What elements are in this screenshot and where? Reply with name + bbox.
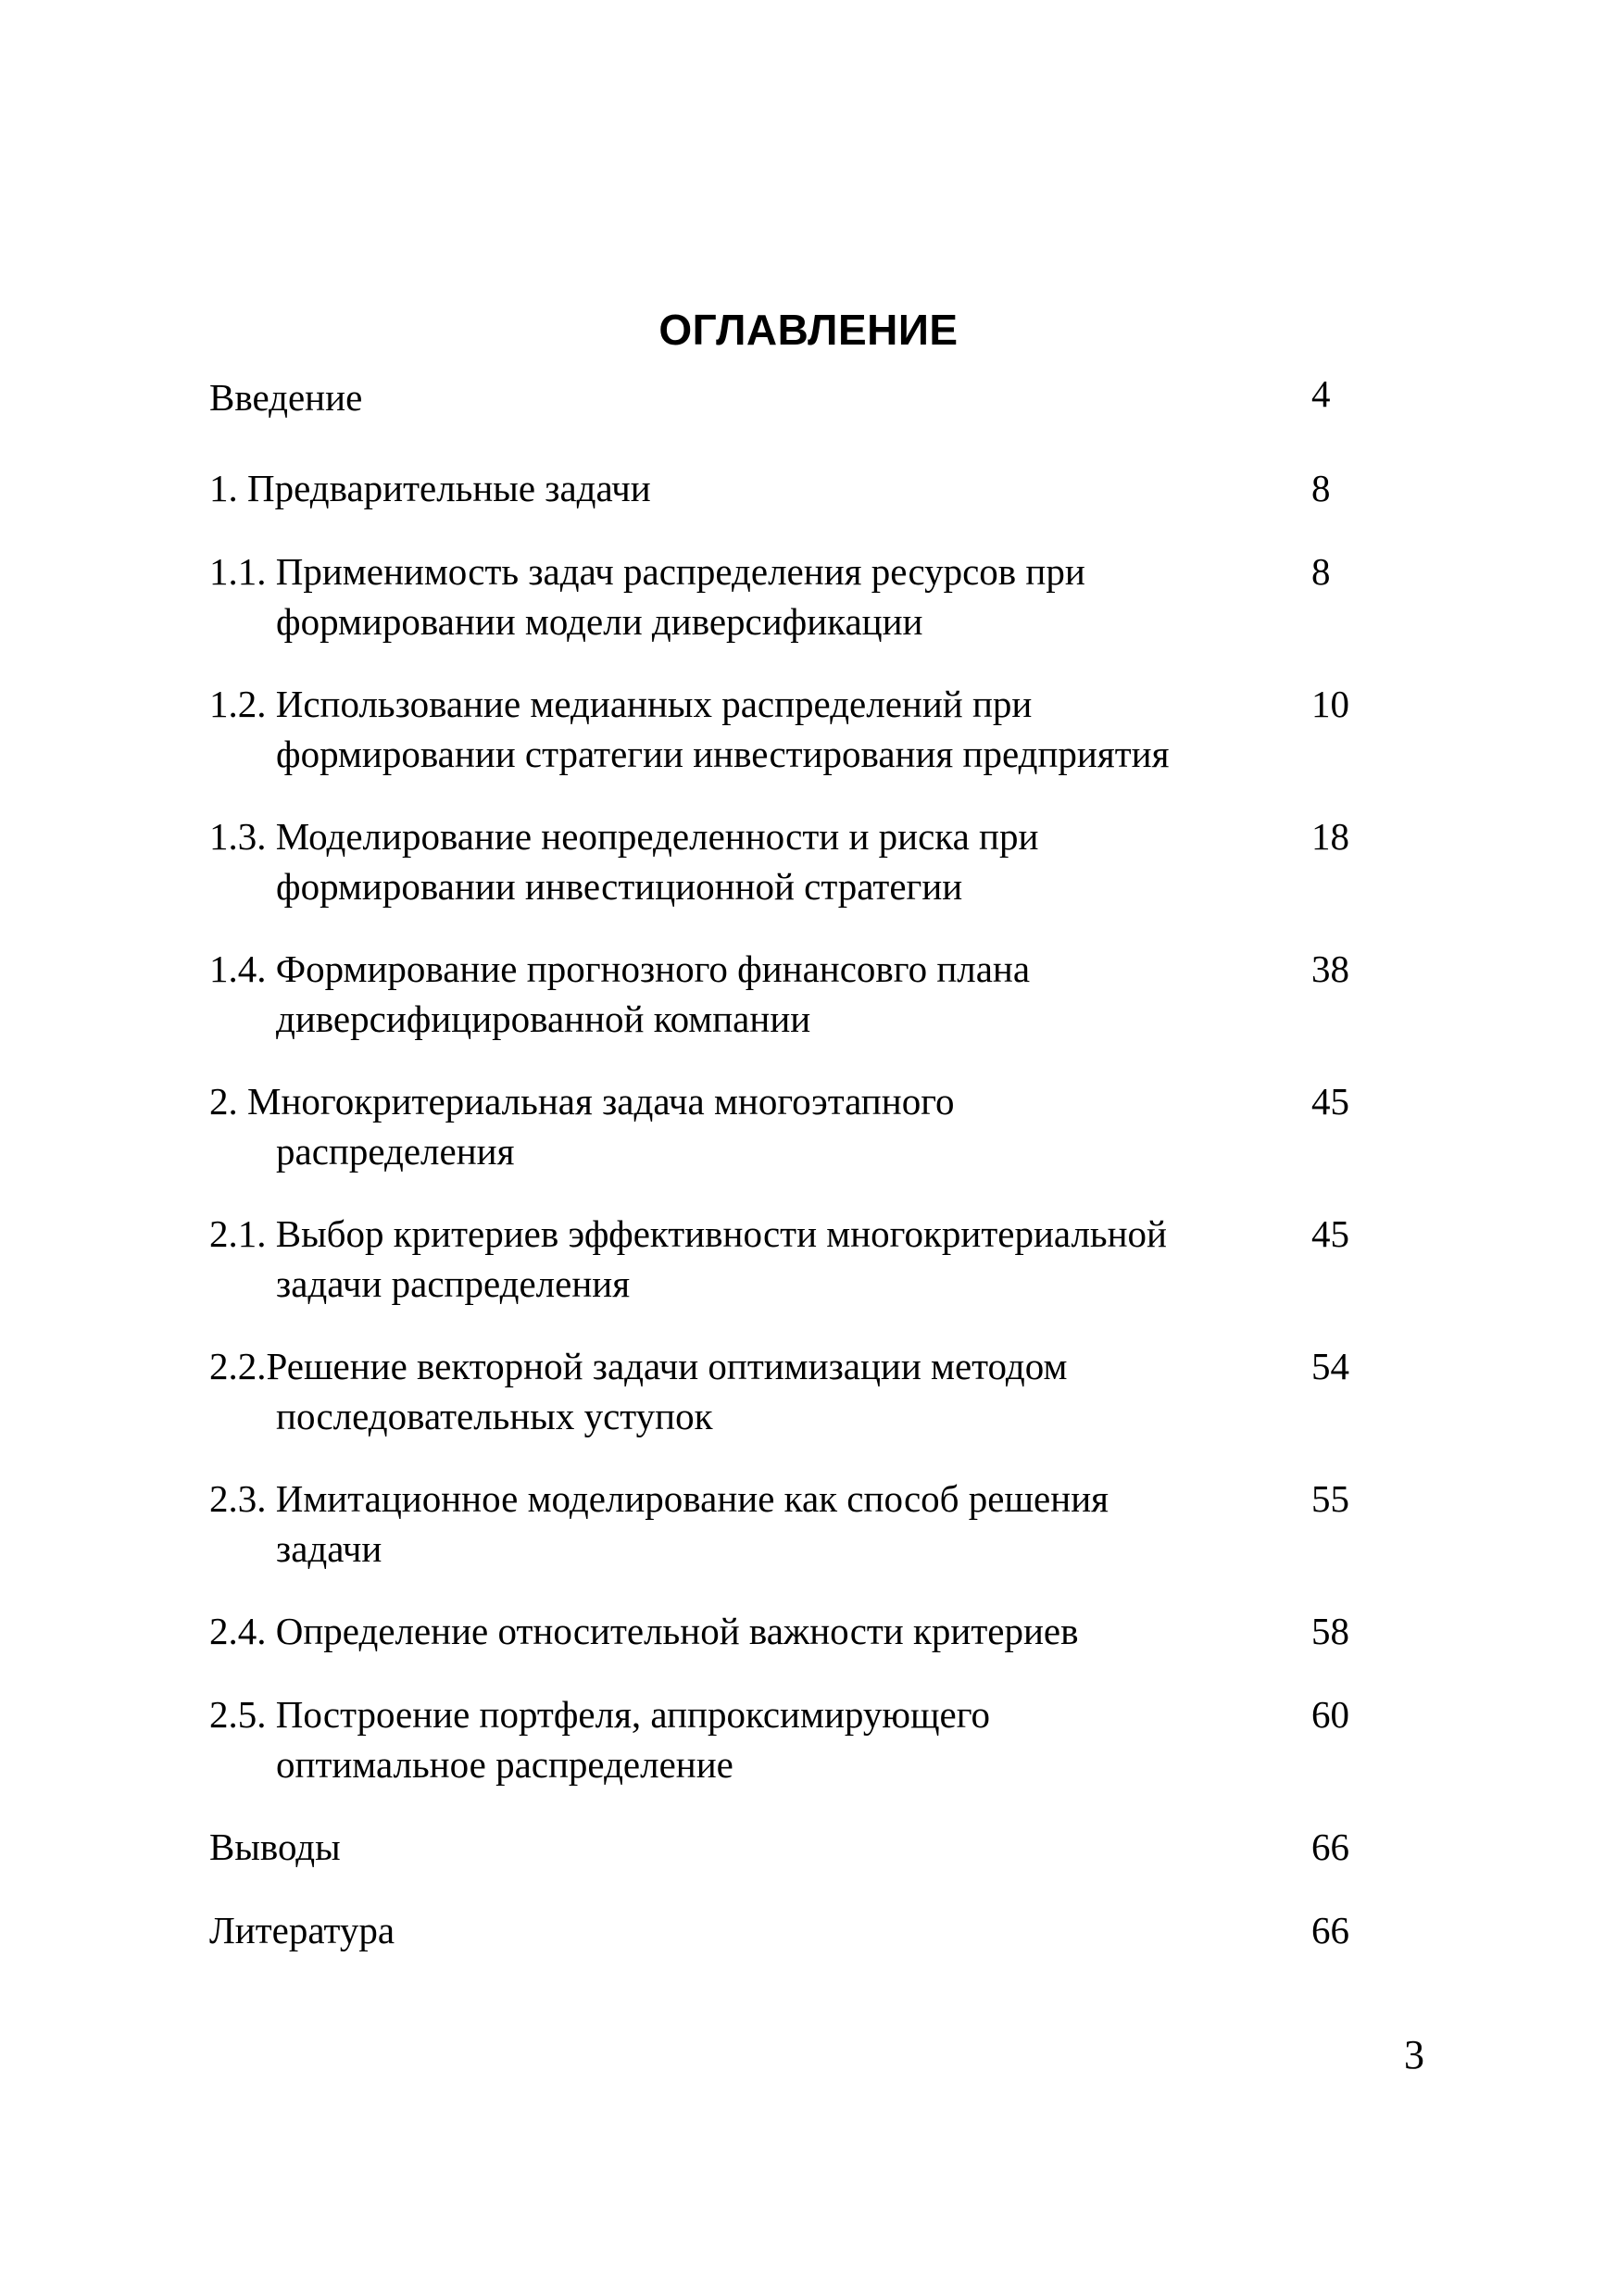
toc-entry-page: 10: [1311, 683, 1349, 725]
toc-entry-title-continued: диверсифицированной компании: [276, 997, 811, 1040]
toc-entry-page: 8: [1311, 550, 1331, 593]
toc-entry-page: 4: [1311, 372, 1331, 415]
toc-entry-title: 1.4. Формирование прогнозного финансовго плана: [209, 947, 1031, 990]
toc-entry-page: 54: [1311, 1345, 1349, 1387]
toc-entry-title-continued: формировании модели диверсификации: [276, 600, 923, 643]
toc-entry-title-continued: последовательных уступок: [276, 1395, 713, 1437]
toc-entry-title: Выводы: [209, 1826, 341, 1868]
toc-entry-title-continued: задачи распределения: [276, 1262, 631, 1305]
toc-entry-title: 2.5. Построение портфеля, аппроксимирующего: [209, 1693, 991, 1736]
toc-entry-page: 66: [1311, 1826, 1349, 1868]
toc-entry-title: 2.2.Решение векторной задачи оптимизации методом: [209, 1345, 1068, 1387]
toc-entry-title: 1.2. Использование медианных распределений при: [209, 683, 1033, 725]
toc-entry-title: 2.1. Выбор критериев эффективности многокритериальной: [209, 1212, 1167, 1255]
toc-entry-title-continued: формировании стратегии инвестирования предприятия: [276, 733, 1170, 775]
toc-entry-title: 2.3. Имитационное моделирование как способ решения: [209, 1477, 1109, 1520]
toc-entry-title: 1.3. Моделирование неопределенности и риска при: [209, 815, 1039, 858]
page-title: ОГЛАВЛЕНИЕ: [658, 306, 959, 354]
toc-entry-page: 58: [1311, 1610, 1349, 1652]
toc-entry-title: 2.4. Определение относительной важности критериев: [209, 1610, 1079, 1652]
toc-entry-title: 1.1. Применимость задач распределения ресурсов при: [209, 550, 1085, 593]
toc-entry-page: 45: [1311, 1080, 1349, 1123]
toc-entry-page: 45: [1311, 1212, 1349, 1255]
toc-entry-title-continued: формировании инвестиционной стратегии: [276, 865, 963, 908]
toc-entry-title: Литература: [209, 1909, 395, 1951]
page-number: 3: [1404, 2032, 1424, 2077]
toc-entry-title: Введение: [209, 376, 363, 419]
toc-entry-title: 2. Многокритериальная задача многоэтапного: [209, 1080, 955, 1123]
toc-entry-page: 66: [1311, 1909, 1349, 1951]
toc-entry-title-continued: задачи: [276, 1527, 382, 1570]
toc-entry-page: 8: [1311, 467, 1331, 509]
toc-entry-title-continued: оптимальное распределение: [276, 1743, 733, 1786]
toc-entry-page: 55: [1311, 1477, 1349, 1520]
toc-entry-page: 18: [1311, 815, 1349, 858]
toc-entry-page: 38: [1311, 947, 1349, 990]
toc-entry-page: 60: [1311, 1693, 1349, 1736]
toc-entry-title-continued: распределения: [276, 1130, 515, 1173]
toc-entry-title: 1. Предварительные задачи: [209, 467, 651, 509]
